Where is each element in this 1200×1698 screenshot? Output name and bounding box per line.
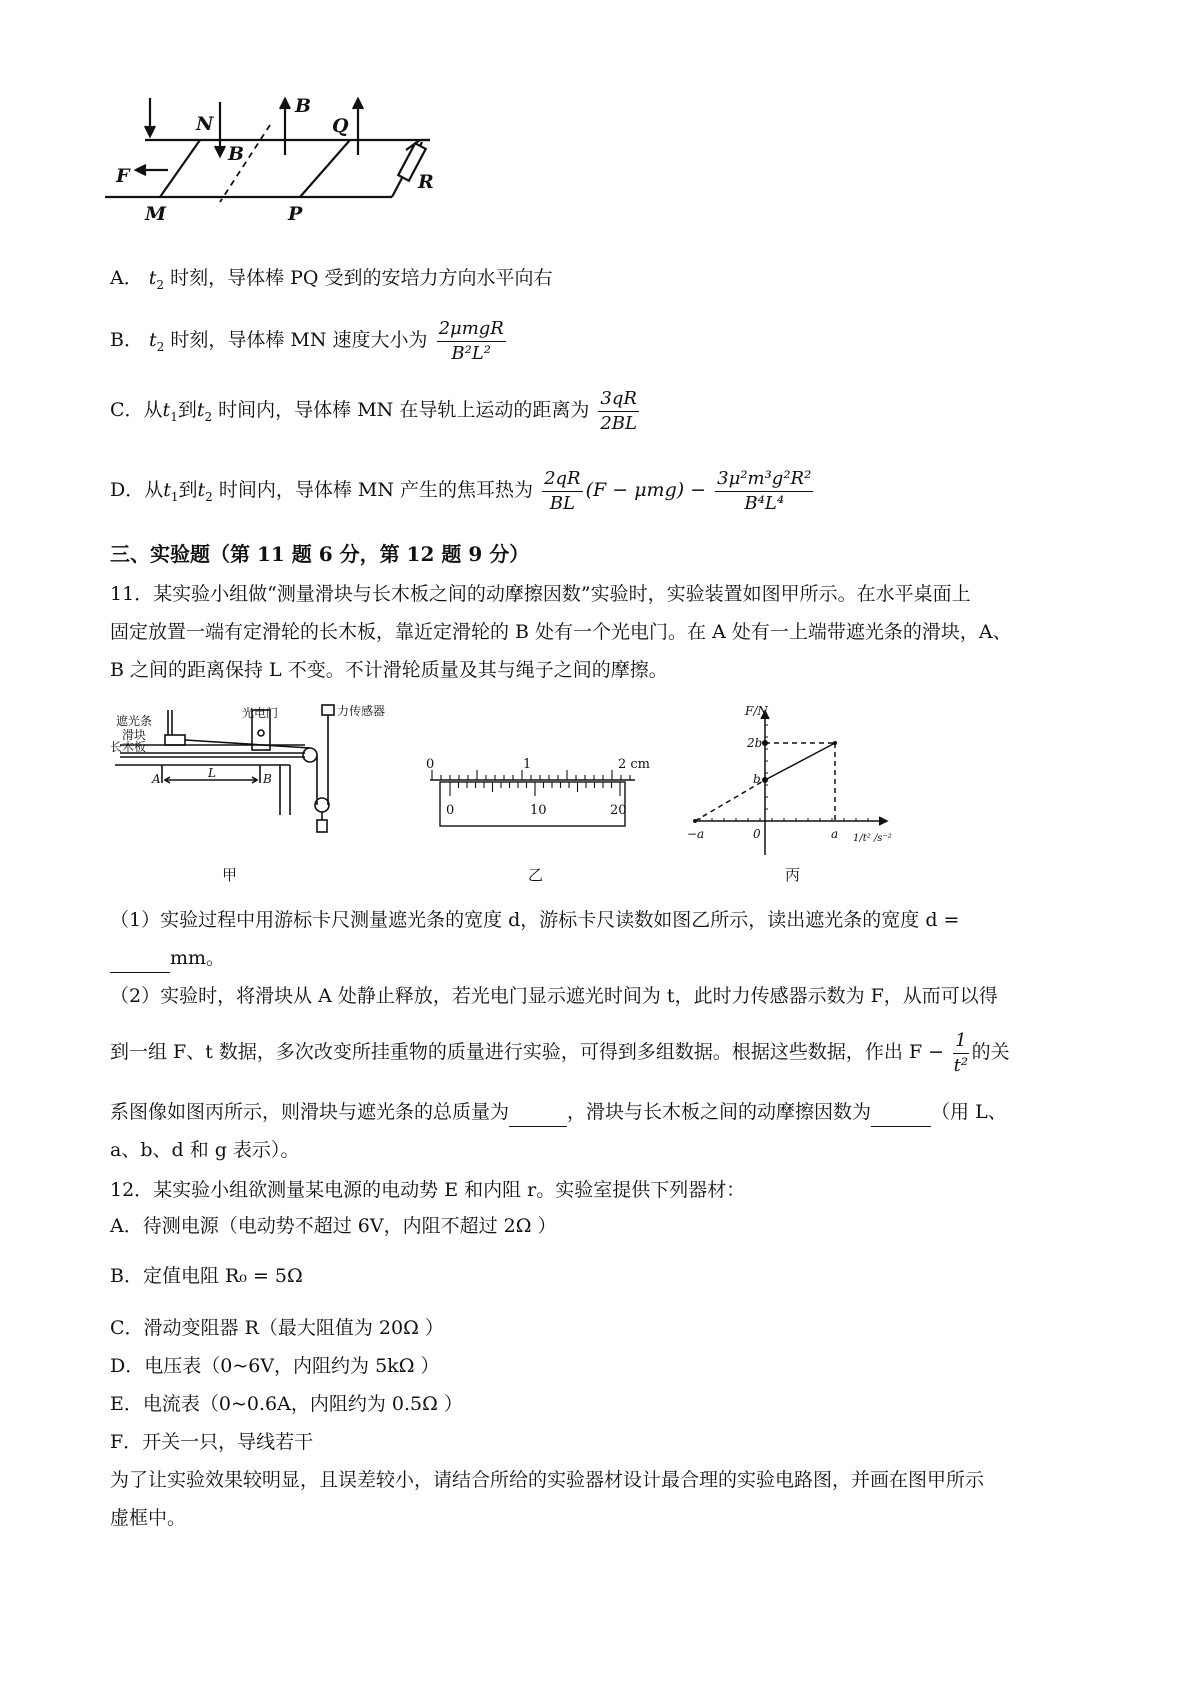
- option-c-t2: t: [196, 399, 205, 421]
- option-d-s2: 2: [205, 489, 213, 504]
- q11-frac-den: t²: [953, 1054, 969, 1076]
- option-b-sub: 2: [156, 339, 165, 354]
- option-d-s1: 1: [170, 489, 179, 504]
- jia-B: B: [263, 772, 272, 786]
- option-b-den: B²L²: [451, 342, 492, 364]
- rails-figure: [100, 90, 480, 250]
- option-a-text: 时刻，导体棒 PQ 受到的安培力方向水平向右: [170, 267, 553, 289]
- option-d-mid: 到: [178, 479, 198, 501]
- option-c-prefix: C．从: [110, 399, 163, 421]
- figure-yi: [420, 750, 660, 885]
- q11-frac-num: 1: [953, 1029, 968, 1054]
- option-b-fraction: [437, 317, 506, 366]
- q11-fraction: [953, 1029, 968, 1078]
- option-d-prefix: D．从: [110, 479, 164, 501]
- jia-shade-label: 遮光条: [116, 714, 153, 728]
- option-d-t1: t: [163, 479, 171, 501]
- yi-caption: 乙: [528, 866, 544, 884]
- q11-part2-line3: [110, 1098, 1007, 1127]
- option-d-den2: B⁴L⁴: [744, 492, 785, 514]
- q12-item-f: F．开关一只，导线若干: [110, 1431, 314, 1453]
- jia-gate-label: 光电门: [242, 706, 279, 720]
- answer-blank-d[interactable]: [110, 944, 170, 973]
- q12-intro: 12．某实验小组欲测量某电源的电动势 E 和内阻 r。实验室提供下列器材：: [110, 1179, 746, 1201]
- q11-part2-line2b: 的关: [971, 1041, 1010, 1063]
- option-c: [110, 380, 642, 447]
- q11-part2-line4: a、b、d 和 g 表示）。: [110, 1139, 300, 1161]
- option-a: [110, 264, 553, 299]
- yi-top-1: 1: [523, 757, 532, 772]
- option-a-t: t: [148, 267, 157, 289]
- jia-caption: 甲: [222, 866, 238, 884]
- option-b-num: 2μmgR: [437, 317, 506, 342]
- q11-part2-line1: （2）实验时，将滑块从 A 处静止释放，若光电门显示遮光时间为 t，此时力传感器示数为 F，从而可以得: [110, 985, 998, 1007]
- q11-part2-line3b: ，滑块与长木板之间的动摩擦因数为: [567, 1101, 872, 1123]
- option-d-t2: t: [197, 479, 206, 501]
- yi-bottom-20: 20: [610, 803, 627, 818]
- option-b: [110, 310, 509, 377]
- option-d-num2: 3μ²m³g²R²: [715, 467, 813, 492]
- option-a-sub: 2: [156, 277, 165, 292]
- q11-part2-line2a: 到一组 F、t 数据，多次改变所挂重物的质量进行实验，可得到多组数据。根据这些数据，作出 F −: [110, 1041, 945, 1063]
- bing-xlabel: 1/t² /s⁻²: [853, 833, 892, 844]
- bing-2b: 2b: [747, 736, 763, 750]
- q11-line-2: 固定放置一端有定滑轮的长木板，靠近定滑轮的 B 处有一个光电门。在 A 处有一上端带遮光条的滑块，A、: [110, 621, 1012, 643]
- option-d-fraction-2: [715, 467, 813, 516]
- q11-part1-unit: mm。: [170, 947, 226, 969]
- label-F: F: [116, 165, 130, 187]
- option-c-text: 时间内，导体棒 MN 在导轨上运动的距离为: [218, 399, 590, 421]
- q11-part1-line1: （1）实验过程中用游标卡尺测量遮光条的宽度 d，游标卡尺读数如图乙所示，读出遮光条的宽度 d =: [110, 909, 960, 931]
- option-a-prefix: A．: [110, 267, 143, 289]
- yi-top-0: 0: [426, 757, 435, 772]
- label-N: N: [196, 113, 214, 135]
- bing-neg-a: −a: [687, 827, 705, 841]
- label-B-up: B: [295, 95, 312, 117]
- q11-line-3: B 之间的距离保持 L 不变。不计滑轮质量及其与绳子之间的摩擦。: [110, 659, 668, 681]
- bing-caption: 丙: [785, 866, 801, 884]
- label-R: R: [418, 171, 434, 193]
- figure-jia: [110, 704, 386, 885]
- q12-item-d: D．电压表（0~6V，内阻约为 5kΩ ）: [110, 1355, 440, 1377]
- q11-part2-line2: [110, 1022, 1010, 1082]
- q11-part2-line3a: 系图像如图丙所示，则滑块与遮光条的总质量为: [110, 1101, 510, 1123]
- option-d-den1: BL: [549, 492, 575, 514]
- option-b-t: t: [149, 329, 157, 351]
- yi-top-2: 2 cm: [618, 757, 651, 772]
- option-b-text: 时刻，导体棒 MN 速度大小为: [170, 329, 428, 351]
- bing-point-neg-a: [693, 819, 697, 823]
- bing-point-a: [833, 741, 837, 745]
- section-3-title: 三、实验题（第 11 题 6 分，第 12 题 9 分）: [110, 542, 530, 566]
- label-P: P: [288, 203, 303, 225]
- option-c-den: 2BL: [600, 412, 637, 434]
- answer-blank-mu[interactable]: [871, 1098, 931, 1127]
- q12-item-a: A．待测电源（电动势不超过 6V，内阻不超过 2Ω ）: [110, 1215, 557, 1237]
- option-c-t1: t: [162, 399, 171, 421]
- bing-point-2b: [762, 740, 768, 746]
- label-M: M: [145, 203, 167, 225]
- bing-a: a: [831, 827, 839, 841]
- option-d-fraction-1: [542, 467, 583, 516]
- q12-outro-line1: 为了让实验效果较明显，且误差较小，请结合所给的实验器材设计最合理的实验电路图，并画在图甲所示: [110, 1469, 985, 1491]
- yi-bottom-0: 0: [446, 803, 455, 818]
- q12-outro-line2: 虚框中。: [110, 1507, 187, 1529]
- option-d-paren: (F − μmg) −: [585, 479, 707, 501]
- label-Q: Q: [332, 115, 349, 137]
- bing-ylabel: F/N: [745, 704, 768, 718]
- option-c-num: 3qR: [598, 387, 639, 412]
- figure-bing: [685, 705, 905, 885]
- bing-point-b: [762, 777, 768, 783]
- q12-item-e: E．电流表（0~0.6A，内阻约为 0.5Ω ）: [110, 1393, 463, 1415]
- option-c-fraction: [598, 387, 639, 436]
- option-d-num1: 2qR: [542, 467, 583, 492]
- option-c-mid: 到: [177, 399, 197, 421]
- q11-part2-line3c: （用 L、: [931, 1101, 1007, 1123]
- bing-origin: 0: [753, 827, 761, 841]
- option-c-s2: 2: [204, 409, 213, 424]
- option-d: [110, 460, 816, 527]
- q12-item-b: B．定值电阻 R₀ = 5Ω: [110, 1265, 303, 1287]
- jia-sensor-label: 力传感器: [337, 704, 386, 718]
- jia-A: A: [152, 772, 161, 786]
- bing-b: b: [753, 772, 761, 786]
- q12-item-c: C．滑动变阻器 R（最大阻值为 20Ω ）: [110, 1317, 444, 1339]
- option-b-prefix: B．: [110, 329, 143, 351]
- jia-board-label: 长木板: [110, 740, 147, 754]
- option-d-text: 时间内，导体棒 MN 产生的焦耳热为: [218, 479, 534, 501]
- jia-block-label: 滑块: [122, 728, 147, 742]
- q11-part1-line2: [110, 944, 225, 973]
- q11-line-1: 11．某实验小组做“测量滑块与长木板之间的动摩擦因数”实验时，实验装置如图甲所示。在水平桌面上: [110, 583, 971, 605]
- yi-bottom-10: 10: [530, 803, 547, 818]
- option-c-s1: 1: [170, 409, 178, 424]
- jia-L: L: [208, 766, 216, 780]
- label-B-down: B: [228, 143, 245, 165]
- answer-blank-mass[interactable]: [509, 1098, 567, 1127]
